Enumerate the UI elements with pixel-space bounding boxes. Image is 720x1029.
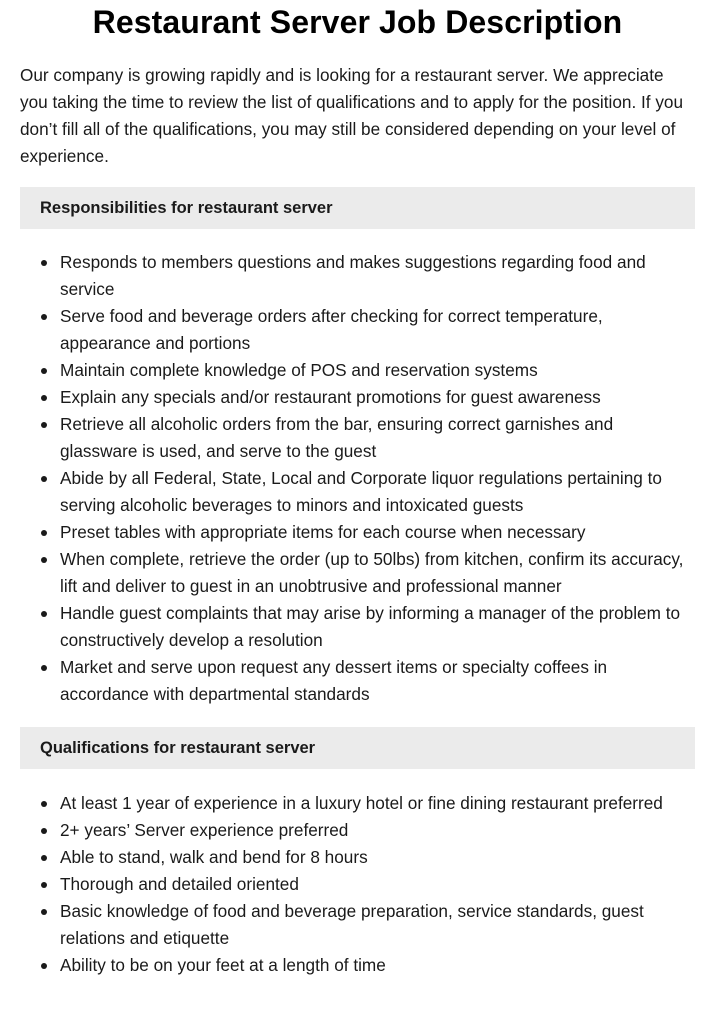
bullet-icon [41,476,47,482]
bullet-icon [41,963,47,969]
list-item [20,898,695,952]
bullet-icon [41,557,47,563]
bullet-icon [41,909,47,915]
list-item-text: Ability to be on your feet at a length of time [60,955,386,975]
list-item [20,249,695,303]
bullet-icon [41,855,47,861]
bullet-icon [41,395,47,401]
list-item-text: Abide by all Federal, State, Local and Corporate liquor regulations pertaining to serving alcoholic beverages to minors and intoxicated guests [60,468,662,515]
responsibilities-heading: Responsibilities for restaurant server [40,198,333,217]
list-item [20,411,695,465]
bullet-icon [41,422,47,428]
bullet-icon [41,260,47,266]
list-item [20,519,695,546]
qualifications-heading: Qualifications for restaurant server [40,738,316,757]
list-item-text: Maintain complete knowledge of POS and reservation systems [60,360,538,380]
list-item [20,654,695,708]
list-item [20,546,695,600]
bullet-icon [41,882,47,888]
list-item [20,844,695,871]
bullet-icon [41,801,47,807]
list-item [20,357,695,384]
list-item [20,384,695,411]
list-item-text: Basic knowledge of food and beverage preparation, service standards, guest relations and etiquette [60,901,644,948]
qualifications-list [20,790,695,979]
list-item [20,303,695,357]
bullet-icon [41,665,47,671]
bullet-icon [41,314,47,320]
bullet-icon [41,611,47,617]
list-item-text: Explain any specials and/or restaurant promotions for guest awareness [60,387,601,407]
bullet-icon [41,828,47,834]
list-item [20,817,695,844]
list-item-text: Market and serve upon request any dessert items or specialty coffees in accordance with departmental standards [60,657,608,704]
list-item [20,465,695,519]
responsibilities-list [20,249,695,708]
list-item-text: Preset tables with appropriate items for each course when necessary [60,522,586,542]
bullet-icon [41,368,47,374]
list-item [20,600,695,654]
list-item-text: Thorough and detailed oriented [60,874,299,894]
list-item-text: 2+ years’ Server experience preferred [60,820,349,840]
responsibilities-section-header [20,187,695,229]
list-item [20,952,695,979]
list-item-text: Responds to members questions and makes suggestions regarding food and service [60,252,646,299]
intro-paragraph: Our company is growing rapidly and is looking for a restaurant server. We appreciate you taking the time to review the list of qualifications and to apply for the position. If you don’t fill all of the qualifications, you may still be considered depending on your level of experience. [20,65,684,166]
list-item-text: Serve food and beverage orders after checking for correct temperature, appearance and portions [60,306,603,353]
list-item [20,790,695,817]
list-item-text: When complete, retrieve the order (up to 50lbs) from kitchen, confirm its accuracy, lift and deliver to guest in an unobtrusive and professional manner [60,549,684,596]
list-item-text: Handle guest complaints that may arise by informing a manager of the problem to constructively develop a resolution [60,603,681,650]
list-item-text: Retrieve all alcoholic orders from the bar, ensuring correct garnishes and glassware is used, and serve to the guest [60,414,614,461]
page-title: Restaurant Server Job Description [92,4,623,40]
list-item-text: Able to stand, walk and bend for 8 hours [60,847,368,867]
list-item [20,871,695,898]
bullet-icon [41,530,47,536]
qualifications-section-header [20,727,695,769]
list-item-text: At least 1 year of experience in a luxury hotel or fine dining restaurant preferred [60,793,663,813]
